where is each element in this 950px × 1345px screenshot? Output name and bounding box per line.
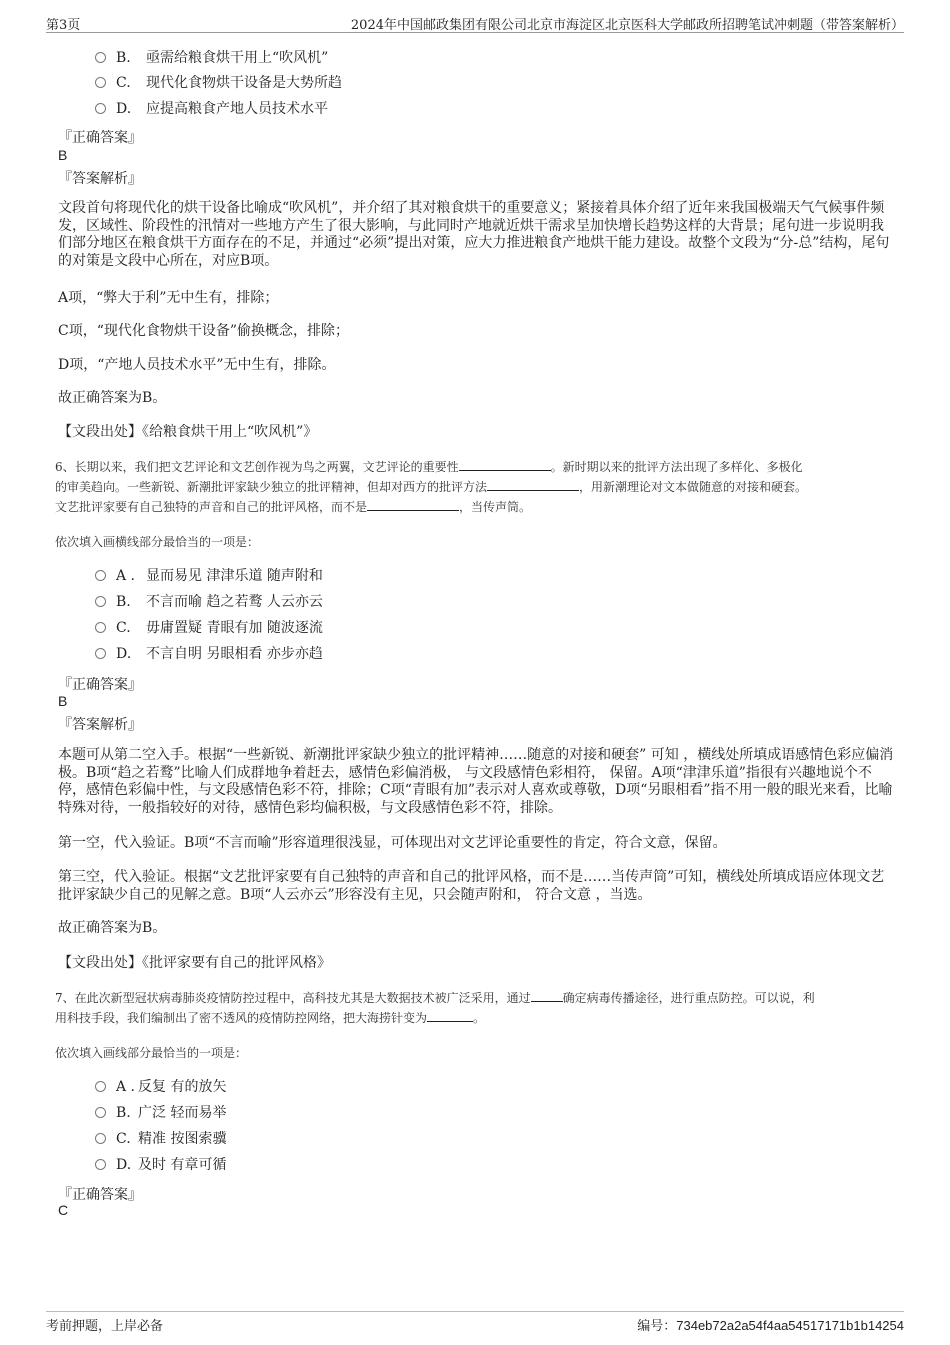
radio-icon[interactable] <box>95 1159 106 1170</box>
q5-option-c[interactable]: C. 现代化食物烘干设备是大势所趋 <box>95 73 342 93</box>
q5-analysis-option-a: A项，“弊大于利”无中生有，排除； <box>58 290 279 306</box>
q7-option-c[interactable]: C. 精准 按图索骥 <box>95 1129 226 1149</box>
radio-icon[interactable] <box>95 648 106 659</box>
radio-icon[interactable] <box>95 622 106 633</box>
q7-option-a[interactable]: A . 反复 有的放矢 <box>95 1077 226 1097</box>
q6-answer-label: 『正确答案』 <box>58 677 142 693</box>
radio-icon[interactable] <box>95 1133 106 1144</box>
q6-blank-3 <box>367 498 459 511</box>
q5-analysis-paragraph: 文段首句将现代化的烘干设备比喻成“吹风机”，并介绍了其对粮食烘干的重要意义；紧接着具体介绍了近年来我国极端天气气候事件频发，区域性、阶段性的汛情对一些地方产生了很大影响，与此同时产地就近烘干需求呈加快增长趋势这样的大背景；尾句进一步说明我们部分地区在粮食烘干方面存在的不足，并通过“必须”提出对策，应大力推进粮食产地烘干能力建设。故整个文段为“分-总”结构，尾句的对策是文段中心所在，对应B项。 <box>58 200 890 269</box>
radio-icon[interactable] <box>95 52 106 63</box>
q6-analysis-blank-1: 第一空，代入验证。B项“不言而喻”形容道理很浅显，可体现出对文艺评论重要性的肯定，符合文意，保留。 <box>58 835 727 851</box>
q7-stem: 7、在此次新型冠状病毒肺炎疫情防控过程中，高科技尤其是大数据技术被广泛采用，通过 确定病毒传播途径，进行重点防控。可以说，利 用科技手段，我们编制出了密不透风的疫情防控网络，把大海捞针变为 。 <box>55 991 815 1025</box>
q7-answer-label: 『正确答案』 <box>58 1187 142 1203</box>
page-footer <box>46 1311 904 1336</box>
q6-option-a[interactable]: A . 显而易见 津津乐道 随声附和 <box>95 566 323 586</box>
q6-analysis-label: 『答案解析』 <box>58 717 142 733</box>
q5-answer-label: 『正确答案』 <box>58 130 142 146</box>
q5-source: 【文段出处】《给粮食烘干用上“吹风机”》 <box>58 424 318 440</box>
radio-icon[interactable] <box>95 103 106 114</box>
footer-code: 编号：734eb72a2a54f4aa54517171b1b14254 <box>637 1318 904 1334</box>
q6-conclusion: 故正确答案为B。 <box>58 920 167 936</box>
page-number: 第3页 <box>46 18 81 33</box>
radio-icon[interactable] <box>95 1107 106 1118</box>
radio-icon[interactable] <box>95 596 106 607</box>
q6-option-b[interactable]: B. 不言而喻 趋之若鹜 人云亦云 <box>95 592 323 612</box>
q5-option-b[interactable]: B. 亟需给粮食烘干用上“吹风机” <box>95 48 328 68</box>
q6-analysis-paragraph: 本题可从第二空入手。根据“一些新锐、新潮批评家缺少独立的批评精神……随意的对接和硬套” 可知 ，横线处所填成语感情色彩应偏消极。B项“趋之若鹜”比喻人们成群地争着赶去，感情色彩偏消极， 与文段感情色彩相符， 保留。A项“津津乐道”指很有兴趣地说个不停，感情色彩偏中性，与文段感情色彩不符，排除；C项“青眼有加”表示对人喜欢或尊敬，D项“另眼相看”指不用一般的眼光来看，比喻特殊对待，一般指较好的对待，感情色彩均偏积极，与文段感情色彩不符，排除。 <box>58 747 894 816</box>
q6-blank-1 <box>459 458 551 471</box>
footer-slogan: 考前押题，上岸必备 <box>46 1319 164 1334</box>
q6-blank-2 <box>487 478 579 491</box>
q7-blank-2 <box>427 1009 473 1022</box>
q6-prompt: 依次填入画横线部分最恰当的一项是： <box>55 535 260 549</box>
q5-analysis-option-c: C项，“现代化食物烘干设备”偷换概念，排除； <box>58 323 350 339</box>
q7-option-b[interactable]: B. 广泛 轻而易举 <box>95 1103 226 1123</box>
q5-analysis-option-d: D项，“产地人员技术水平”无中生有，排除。 <box>58 357 336 373</box>
q7-answer: C <box>58 1202 69 1218</box>
q5-analysis-label: 『答案解析』 <box>58 171 142 187</box>
q6-answer: B <box>58 693 68 709</box>
radio-icon[interactable] <box>95 1081 106 1092</box>
document-title: 2024年中国邮政集团有限公司北京市海淀区北京医科大学邮政所招聘笔试冲刺题（带答案解析） <box>350 18 904 33</box>
q7-option-d[interactable]: D. 及时 有章可循 <box>95 1155 226 1175</box>
radio-icon[interactable] <box>95 570 106 581</box>
q5-option-d[interactable]: D. 应提高粮食产地人员技术水平 <box>95 99 328 119</box>
page-header <box>46 12 904 33</box>
q6-analysis-blank-3: 第三空，代入验证。根据“文艺批评家要有自己独特的声音和自己的批评风格，而不是……当传声筒”可知，横线处所填成语应体现文艺批评家缺少自己的见解之意。B项“人云亦云”形容没有主见，只会随声附和， 符合文意 ，当选。 <box>58 869 885 903</box>
q6-stem: 6、长期以来，我们把文艺评论和文艺创作视为鸟之两翼，文艺评论的重要性 。新时期以来的批评方法出现了多样化、多极化 的审美趋向。一些新锐、新潮批评家缺少独立的批评精神，但却对西方的批评方法 ，用新潮理论对文本做随意的对接和硬套。 文艺批评家要有自己独特的声音和自己的批评风格，而不是 ，当传声筒。 <box>55 460 808 514</box>
q5-conclusion: 故正确答案为B。 <box>58 390 167 406</box>
radio-icon[interactable] <box>95 77 106 88</box>
q6-option-c[interactable]: C. 毋庸置疑 青眼有加 随波逐流 <box>95 618 323 638</box>
q6-source: 【文段出处】《批评家要有自己的批评风格》 <box>58 955 331 971</box>
q5-answer: B <box>58 147 68 163</box>
q7-blank-1 <box>531 989 563 1002</box>
q7-prompt: 依次填入画线部分最恰当的一项是： <box>55 1046 248 1060</box>
q6-option-d[interactable]: D. 不言自明 另眼相看 亦步亦趋 <box>95 644 323 664</box>
